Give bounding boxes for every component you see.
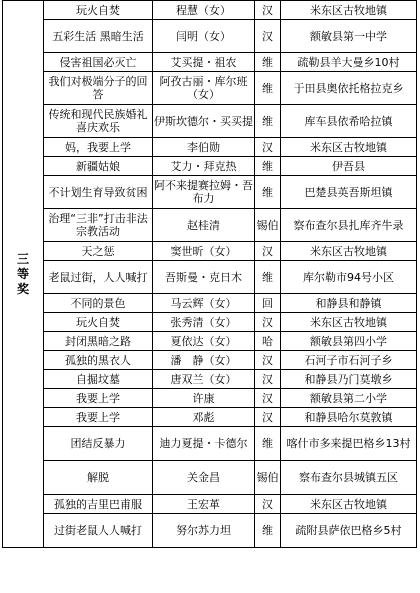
award-table-body [3, 1, 417, 548]
cell-title: 孤独的吉里巴甫服 [44, 495, 153, 514]
cell-author: 窦世昕（女） [153, 242, 255, 261]
cell-title: 我要上学 [44, 389, 153, 408]
cell-title: 不同的景色 [44, 294, 153, 313]
cell-unit: 额敏县第二小学 [281, 389, 417, 408]
table-row [3, 313, 417, 332]
cell-unit: 察布查尔县扎库齐牛录 [281, 209, 417, 242]
cell-ethnicity: 维 [255, 105, 281, 138]
cell-author: 夏依达（女） [153, 332, 255, 351]
cell-ethnicity: 哈 [255, 332, 281, 351]
table-row [3, 72, 417, 105]
cell-unit: 额敏县第四小学 [281, 332, 417, 351]
cell-author: 潘 静（女） [153, 351, 255, 370]
cell-author: 李伯勋 [153, 138, 255, 157]
cell-author: 阿孜古丽・库尔班（女） [153, 72, 255, 105]
cell-ethnicity: 汉 [255, 242, 281, 261]
cell-ethnicity: 汉 [255, 351, 281, 370]
cell-unit: 米东区古牧地镇 [281, 138, 417, 157]
cell-author: 关金昌 [153, 461, 255, 495]
cell-author: 张秀清（女） [153, 313, 255, 332]
cell-author: 许康 [153, 389, 255, 408]
cell-ethnicity: 维 [255, 261, 281, 294]
cell-unit: 巴楚县英吾斯坦镇 [281, 176, 417, 209]
table-row [3, 20, 417, 53]
table-row [3, 157, 417, 176]
cell-author: 唐双兰（女） [153, 370, 255, 389]
award-rank-char: 三 [16, 251, 29, 266]
cell-ethnicity: 维 [255, 427, 281, 461]
cell-title: 我们对极端分子的回答 [44, 72, 153, 105]
cell-unit: 米东区古牧地镇 [281, 495, 417, 514]
award-rank-char: 奖 [16, 281, 29, 296]
cell-unit: 疏勒县羊大曼乡10村 [281, 53, 417, 72]
cell-title: 自掘坟墓 [44, 370, 153, 389]
cell-title: 天之惩 [44, 242, 153, 261]
cell-title: 封闭黑暗之路 [44, 332, 153, 351]
cell-ethnicity: 锡伯 [255, 461, 281, 495]
cell-title: 传统和现代民族婚礼喜庆欢乐 [44, 105, 153, 138]
cell-ethnicity: 维 [255, 53, 281, 72]
table-row [3, 351, 417, 370]
cell-title: 玩火自焚 [44, 1, 153, 20]
cell-author: 努尔苏力坦 [153, 514, 255, 548]
table-row [3, 370, 417, 389]
table-row [3, 105, 417, 138]
award-rank-char: 等 [16, 266, 29, 281]
cell-ethnicity: 汉 [255, 408, 281, 427]
cell-unit: 库车县依希哈拉镇 [281, 105, 417, 138]
cell-unit: 石河子市石河子乡 [281, 351, 417, 370]
cell-unit: 疏附县萨依巴格乡5村 [281, 514, 417, 548]
cell-title: 新疆姑娘 [44, 157, 153, 176]
cell-unit: 伊吾县 [281, 157, 417, 176]
cell-author: 阿不来提赛拉姆・吾布力 [153, 176, 255, 209]
cell-ethnicity: 汉 [255, 1, 281, 20]
cell-author: 艾买提・祖农 [153, 53, 255, 72]
table-row [3, 408, 417, 427]
table-row [3, 1, 417, 20]
cell-ethnicity: 汉 [255, 389, 281, 408]
table-row [3, 138, 417, 157]
cell-title: 侵害祖国必灭亡 [44, 53, 153, 72]
cell-unit: 和静县和静镇 [281, 294, 417, 313]
table-row [3, 242, 417, 261]
table-row [3, 389, 417, 408]
cell-ethnicity: 回 [255, 294, 281, 313]
cell-ethnicity: 维 [255, 157, 281, 176]
cell-ethnicity: 维 [255, 176, 281, 209]
table-row [3, 209, 417, 242]
cell-title: 团结反暴力 [44, 427, 153, 461]
cell-unit: 米东区古牧地镇 [281, 1, 417, 20]
cell-title: 解脱 [44, 461, 153, 495]
table-row [3, 427, 417, 461]
table-row [3, 176, 417, 209]
cell-ethnicity: 汉 [255, 20, 281, 53]
cell-author: 艾力・拜克热 [153, 157, 255, 176]
cell-unit: 和静县乃门莫墩乡 [281, 370, 417, 389]
cell-ethnicity: 汉 [255, 370, 281, 389]
table-row [3, 332, 417, 351]
table-row [3, 461, 417, 495]
award-rank-cell [3, 1, 44, 548]
cell-title: 玩火自焚 [44, 313, 153, 332]
cell-author: 伊斯坎德尔・买买提 [153, 105, 255, 138]
cell-ethnicity: 汉 [255, 495, 281, 514]
cell-unit: 库尔勒市94号小区 [281, 261, 417, 294]
cell-author: 迪力夏提・卡德尔 [153, 427, 255, 461]
cell-unit: 喀什市多来提巴格乡13村 [281, 427, 417, 461]
award-table [2, 0, 417, 548]
table-row [3, 514, 417, 548]
cell-title: 五彩生活 黑暗生活 [44, 20, 153, 53]
table-row [3, 495, 417, 514]
cell-author: 邓彪 [153, 408, 255, 427]
cell-unit: 于田县奥依托格拉克乡 [281, 72, 417, 105]
cell-ethnicity: 锡伯 [255, 209, 281, 242]
cell-title: 老鼠过街，人人喊打 [44, 261, 153, 294]
cell-author: 王宏革 [153, 495, 255, 514]
cell-author: 闫明（女） [153, 20, 255, 53]
cell-unit: 米东区古牧地镇 [281, 313, 417, 332]
table-row [3, 53, 417, 72]
cell-unit: 察布查尔县城镇五区 [281, 461, 417, 495]
cell-author: 马云辉（女） [153, 294, 255, 313]
cell-ethnicity: 汉 [255, 313, 281, 332]
cell-title: 孤独的黑衣人 [44, 351, 153, 370]
cell-ethnicity: 维 [255, 72, 281, 105]
cell-title: 妈，我要上学 [44, 138, 153, 157]
cell-author: 赵桂清 [153, 209, 255, 242]
cell-title: 不计划生育导致贫困 [44, 176, 153, 209]
cell-unit: 和静县哈尔莫敦镇 [281, 408, 417, 427]
cell-title: 治理“三非”打击非法宗教活动 [44, 209, 153, 242]
cell-title: 过街老鼠人人喊打 [44, 514, 153, 548]
cell-ethnicity: 汉 [255, 138, 281, 157]
cell-unit: 额敏县第一中学 [281, 20, 417, 53]
table-row [3, 261, 417, 294]
cell-unit: 米东区古牧地镇 [281, 242, 417, 261]
cell-author: 吾斯曼・克日木 [153, 261, 255, 294]
table-row [3, 294, 417, 313]
cell-ethnicity: 维 [255, 514, 281, 548]
cell-author: 程慧（女） [153, 1, 255, 20]
cell-title: 我要上学 [44, 408, 153, 427]
